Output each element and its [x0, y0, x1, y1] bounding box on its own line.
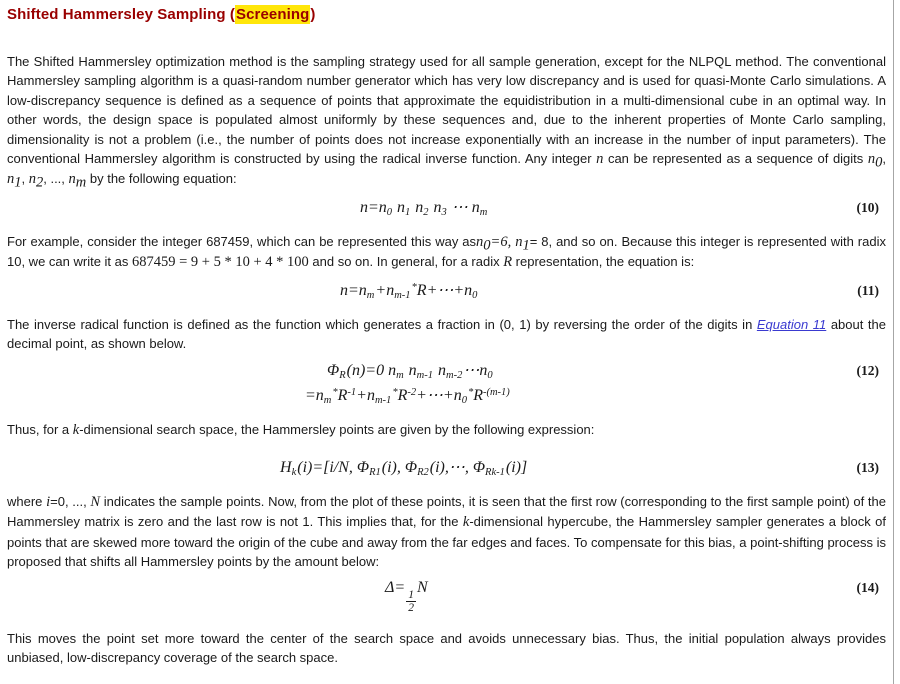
equation-11-number: (11)	[857, 282, 879, 298]
equation-12-block	[7, 360, 886, 405]
paragraph-conclusion: This moves the point set more toward the center of the search space and avoids unnecessary bias. Thus, the initial population always provides unbiased, low-discrepancy coverage of the search space.	[7, 630, 886, 666]
equation-11-link[interactable]: Equation 11	[756, 316, 827, 332]
equation-11-block	[7, 280, 886, 300]
equation-10-block	[7, 197, 886, 217]
paragraph-inverse-radical: The inverse radical function is defined as the function which generates a fraction in (0, 1) by reversing the order of the digits in Equation 11 about the decimal point, as shown below.	[7, 316, 887, 352]
equation-10: $n=n_0$ $n_1$ $n_2$ $n_3$ ⋯ $n_m$	[360, 198, 488, 218]
equation-12-line2: $=n_m^*R^{-1}+n_{m-1}^*R^{-2}+\cdots+n_0^*R^{-(m-1)}$	[305, 387, 510, 407]
equation-11: $n=n_m+n_{m-1}^*R+\cdots+n_0$	[340, 281, 478, 301]
page-title-prefix: Shifted Hammersley Sampling (	[7, 6, 235, 23]
equation-13: $H_k(i)=[i/N$, $\Phi_{R1}(i)$, $\Phi_{R2}(i),\cdots$, $\Phi_{Rk-1}(i)$]	[280, 458, 528, 478]
equation-10-number: (10)	[856, 199, 879, 215]
equation-12-number: (12)	[856, 363, 879, 379]
equation-14: Δ= $\frac{1}{2}$ N	[385, 578, 428, 614]
equation-12-line1: $\Phi_R(n)=0$ $n_m$ $n_{m-1}$ $n_{m-2}\cdots n_0$	[327, 362, 493, 382]
fraction: $\frac{1}{2}$	[408, 588, 414, 614]
paragraph-k-dimensional: Thus, for a k-dimensional search space, the Hammersley points are given by the following expression:	[7, 422, 595, 439]
page-title	[7, 6, 886, 23]
paragraph-example: For example, consider the integer 687459, which can be represented this way asn$_0$=6, $n_1= 8$, and so on. Because this integer is represented with radix 10, we can write it as 687459 = 9 + 5 * 10 + 4 * 100 and so on. In general, for a radix R representation, the equation is:	[7, 233, 886, 271]
paragraph-intro: The Shifted Hammersley optimization method is the sampling strategy used for all sample generation, except for the NLPQL method. The conventional Hammersley sampling algorithm is a quasi-random number generator which has very low discrepancy and is used for quasi-Monte Carlo simulations. A low-discrepancy sequence is defined as a sequence of points that approximate the equidistribution in a multi-dimensional cube in an optimal way. In other words, the design space is populated almost uniformly by these sequences and, due to the inherent properties of Monte Carlo sampling, dimensionality is not a problem (i.e., the number of points does not increase exponentially with an increase in the number of input parameters). The conventional Hammersley algorithm is constructed by using the radical inverse function. Any integer n can be represented as a sequence of digits $n_0$, $n_1$, $n_2$, ..., $n_m$ by the following equation:	[7, 54, 886, 192]
equation-13-block	[7, 457, 886, 477]
equation-14-number: (14)	[856, 579, 879, 595]
equation-14-block	[7, 579, 886, 614]
equation-13-number: (13)	[856, 459, 879, 475]
page-title-suffix: )	[310, 6, 316, 23]
paragraph-bias: where i=0, ..., N indicates the sample points. Now, from the plot of these points, it is seen that the first row (corresponding to the first sample point) of the Hammersley matrix is zero and the last row is not 1. This implies that, for the k-dimensional hypercube, the Hammersley sampler generates a block of points that are skewed more toward the origin of the cube and away from the far edges and faces. To compensate for this bias, a point-shifting process is proposed that shifts all Hammersley points by the amount below:	[7, 493, 886, 570]
search-highlight: Screening	[235, 6, 310, 23]
